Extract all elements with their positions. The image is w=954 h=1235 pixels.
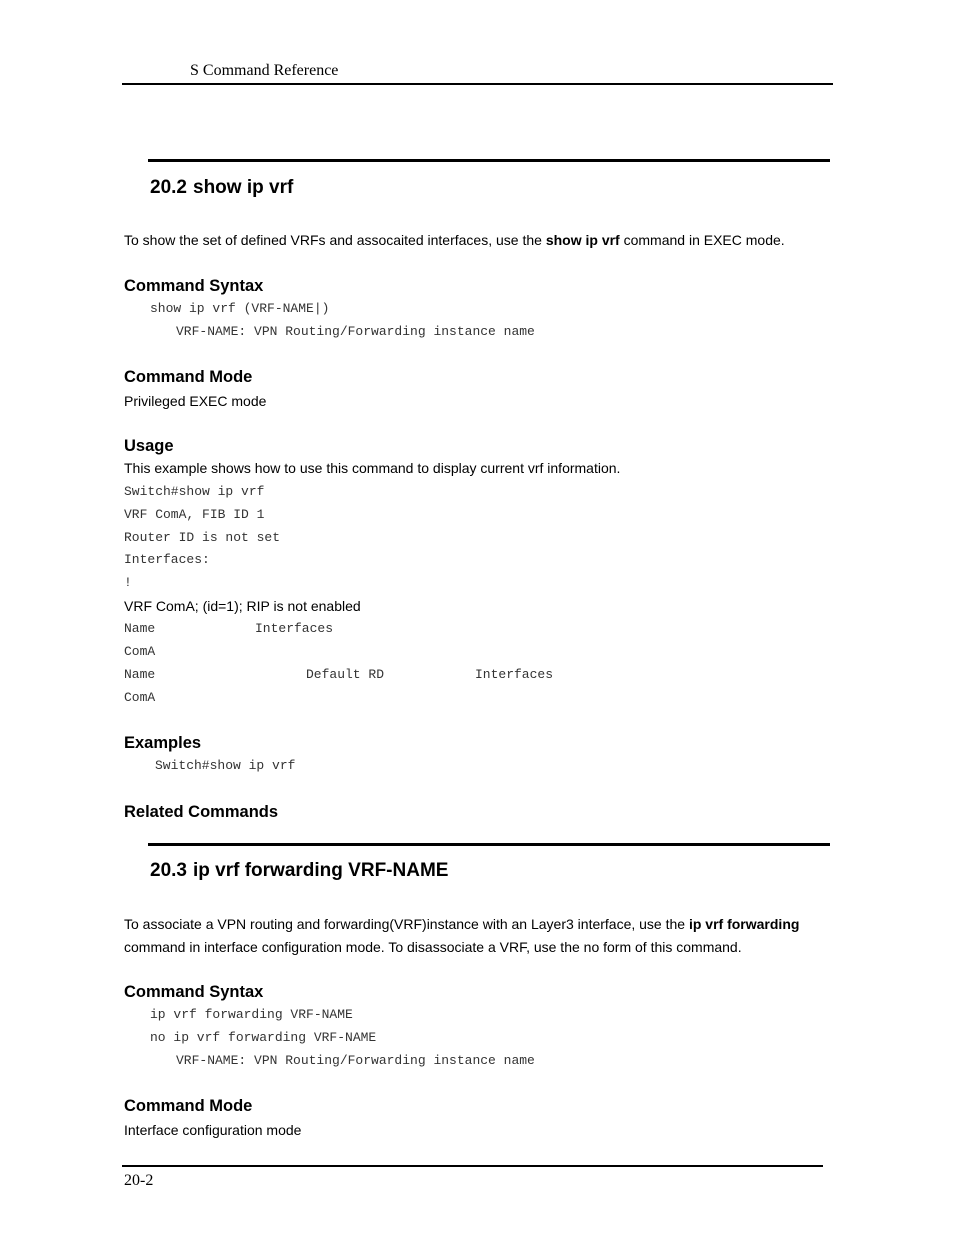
section-title: ip vrf forwarding VRF-NAME <box>193 860 449 881</box>
examples-heading: Examples <box>124 734 202 752</box>
usage-heading: Usage <box>124 437 174 455</box>
example-code: Switch#show ip vrf <box>155 758 296 773</box>
code-line: Switch#show ip vrf <box>124 484 265 499</box>
code-line: ! <box>124 575 132 590</box>
mode-heading: Command Mode <box>124 368 253 386</box>
syntax-heading: Command Syntax <box>124 277 264 295</box>
section-intro-continued: command in interface configuration mode. To disassociate a VRF, use the no form of this command. <box>124 939 742 955</box>
syntax-param: VRF-NAME: VPN Routing/Forwarding instance name <box>176 1053 535 1068</box>
code-line: Router ID is not set <box>124 530 281 545</box>
syntax-line: no ip vrf forwarding VRF-NAME <box>150 1030 377 1045</box>
section-intro: To show the set of defined VRFs and assocaited interfaces, use the show ip vrf command in EXEC mode. <box>124 232 785 248</box>
table-header-cell: Interfaces <box>255 621 334 636</box>
section-rule <box>148 843 830 846</box>
syntax-line: ip vrf forwarding VRF-NAME <box>150 1007 353 1022</box>
section-title: show ip vrf <box>193 177 294 198</box>
code-line: Interfaces: <box>124 552 210 567</box>
mode-text: Interface configuration mode <box>124 1122 302 1138</box>
usage-note: VRF ComA; (id=1); RIP is not enabled <box>124 598 361 614</box>
section-rule <box>148 159 830 162</box>
table-header-cell: Interfaces <box>475 667 554 682</box>
section-intro: To associate a VPN routing and forwarding(VRF)instance with an Layer3 interface, use the ip vrf forwarding <box>124 916 800 932</box>
mode-heading: Command Mode <box>124 1097 253 1115</box>
syntax-line: show ip vrf (VRF-NAME|) <box>150 301 330 316</box>
table-header-cell: Name <box>124 667 156 682</box>
page-number: 20-2 <box>124 1172 154 1189</box>
running-header: S Command Reference <box>190 62 339 79</box>
usage-text: This example shows how to use this command to display current vrf information. <box>124 460 621 476</box>
table-header-cell: Name <box>124 621 156 636</box>
syntax-heading: Command Syntax <box>124 983 264 1001</box>
table-header-cell: Default RD <box>306 667 385 682</box>
table-cell: ComA <box>124 644 156 659</box>
footer-rule <box>122 1165 823 1167</box>
mode-text: Privileged EXEC mode <box>124 393 267 409</box>
table-cell: ComA <box>124 690 156 705</box>
code-line: VRF ComA, FIB ID 1 <box>124 507 265 522</box>
section-number: 20.2 <box>150 177 187 198</box>
header-rule <box>122 83 833 85</box>
related-heading: Related Commands <box>124 803 279 821</box>
section-number: 20.3 <box>150 860 187 881</box>
syntax-param: VRF-NAME: VPN Routing/Forwarding instance name <box>176 324 535 339</box>
